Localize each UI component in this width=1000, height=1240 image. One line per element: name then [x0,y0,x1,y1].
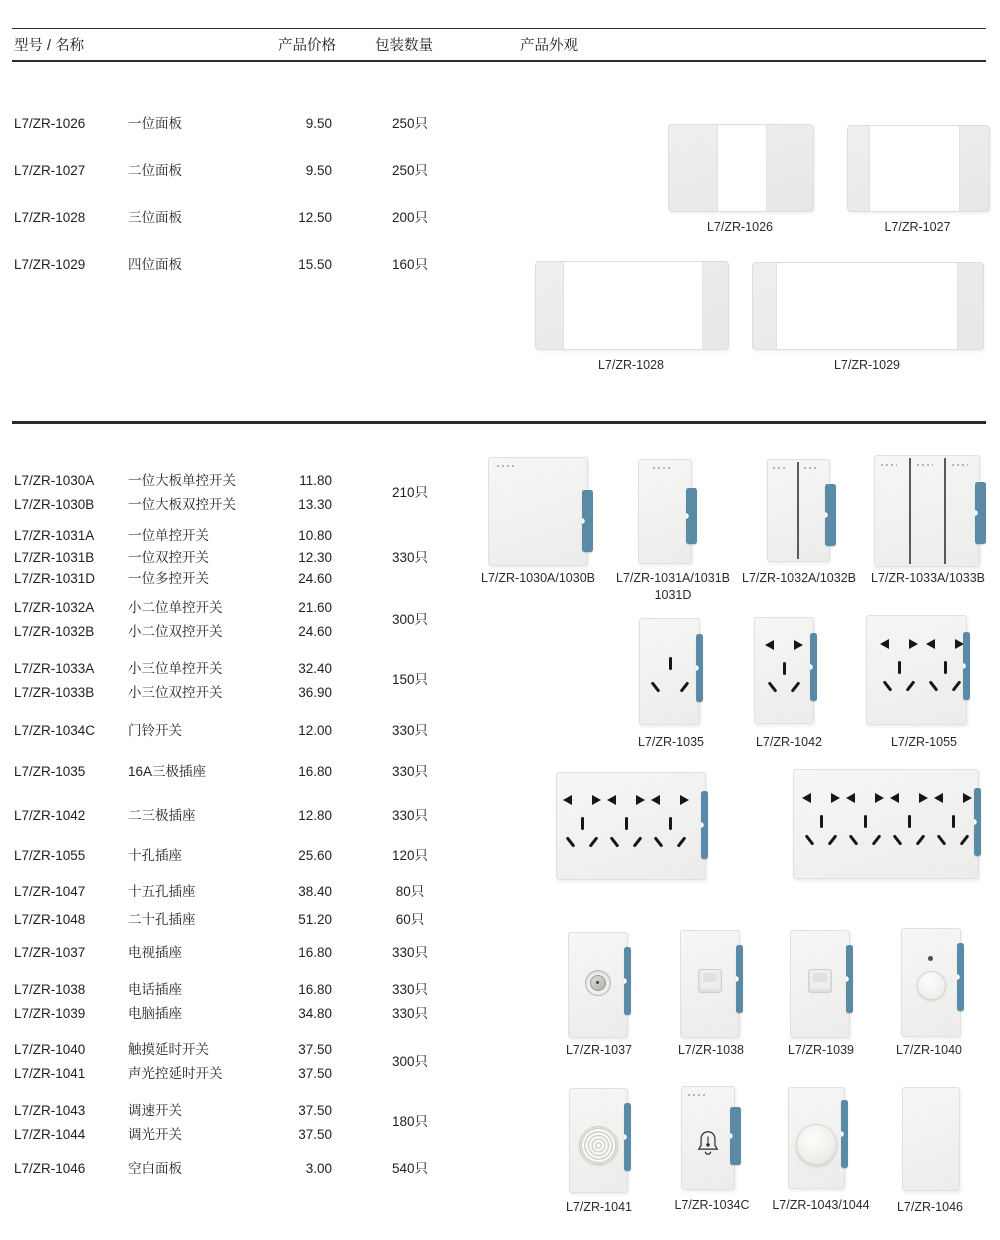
model-cell: L7/ZR-1032A [14,600,95,615]
name-cell: 门铃开关 [128,723,182,738]
brand-mark [497,465,515,467]
model-cell: L7/ZR-1030B [14,497,95,512]
price-cell: 51.20 [298,912,332,927]
image-label: L7/ZR-1046 [896,1200,963,1214]
image-label: L7/ZR-1043/1044 [772,1198,870,1212]
gang-divider [797,462,799,559]
brand-mark [804,467,818,469]
price-cell: 16.80 [298,945,332,960]
price-cell: 12.00 [298,723,332,738]
model-cell: L7/ZR-1031A [14,528,95,543]
price-cell: 37.50 [298,1103,332,1118]
model-cell: L7/ZR-1039 [14,1006,86,1021]
model-cell: L7/ZR-1028 [14,210,86,225]
qty-cell: 120只 [391,848,429,863]
product-image-socket-1048 [793,769,979,879]
name-cell: 一位大板单控开关 [128,473,236,488]
product-image-tv-socket-1037 [568,932,628,1038]
name-cell: 16A三极插座 [128,764,207,779]
image-label: L7/ZR-1029 [833,358,900,372]
name-cell: 一位面板 [128,116,182,131]
table-row [0,208,470,228]
price-cell: 21.60 [298,600,332,615]
name-cell: 调速开关 [128,1103,182,1118]
price-cell: 34.80 [298,1006,332,1021]
mount-clip [810,633,817,701]
socket-5hole-icon [933,791,973,851]
product-image-frame-1028 [535,261,729,350]
coax-connector-icon [585,970,611,996]
product-image-computer-socket-1039 [790,930,850,1038]
qty-cell: 330只 [391,945,429,960]
name-cell: 十五孔插座 [128,884,196,899]
mount-clip [957,943,964,1011]
doorbell-icon [695,1129,721,1164]
socket-5hole-icon [879,637,919,697]
qty-cell: 210只 [391,485,429,500]
phone-jack-icon [698,969,722,993]
image-label: L7/ZR-1032A/1032B [742,571,856,585]
price-cell: 16.80 [298,982,332,997]
qty-cell: 540只 [391,1161,429,1176]
brand-mark [952,464,968,466]
mount-clip [582,490,593,552]
brand-mark [881,464,897,466]
name-cell: 小三位单控开关 [128,661,223,676]
image-label: L7/ZR-1041 [565,1200,632,1214]
qty-cell: 330只 [391,808,429,823]
brand-mark [917,464,933,466]
image-label: L7/ZR-1040 [895,1043,962,1057]
product-image-switch-1030 [488,457,588,566]
mount-clip [825,484,836,546]
name-cell: 一位双控开关 [128,550,209,565]
name-cell: 电脑插座 [128,1006,182,1021]
product-image-switch-1031 [638,459,692,564]
product-image-socket-1035 [639,618,700,725]
qty-cell: 150只 [391,672,429,687]
column-header-qty: 包装数量 [375,38,433,54]
image-label: L7/ZR-1037 [565,1043,632,1057]
name-cell: 一位多控开关 [128,571,209,586]
product-image-socket-1042 [754,617,814,724]
model-cell: L7/ZR-1040 [14,1042,86,1057]
name-cell: 四位面板 [128,257,182,272]
qty-cell: 330只 [391,982,429,997]
price-cell: 9.50 [305,163,332,178]
socket-5hole-icon [562,793,602,853]
product-image-dimmer-switch-1043 [788,1087,845,1189]
table-row [0,569,470,589]
image-label: L7/ZR-1042 [755,735,822,749]
image-label: L7/ZR-1038 [677,1043,744,1057]
name-cell: 触摸延时开关 [128,1042,209,1057]
name-cell: 小三位双控开关 [128,685,223,700]
price-cell: 37.50 [298,1127,332,1142]
qty-cell: 250只 [391,116,429,131]
frame-window [717,125,767,211]
qty-cell: 330只 [391,1006,429,1021]
name-cell: 一位大板双控开关 [128,497,236,512]
frame-window [776,263,958,349]
name-cell: 调光开关 [128,1127,182,1142]
product-image-sound-light-switch-1041 [569,1088,628,1193]
price-cell: 16.80 [298,764,332,779]
image-label: L7/ZR-1055 [890,735,957,749]
model-cell: L7/ZR-1026 [14,116,86,131]
product-image-socket-1047 [556,772,706,880]
name-cell: 小二位双控开关 [128,624,223,639]
model-cell: L7/ZR-1042 [14,808,86,823]
model-cell: L7/ZR-1048 [14,912,86,927]
name-cell: 电视插座 [128,945,182,960]
name-cell: 空白面板 [128,1161,182,1176]
price-cell: 12.50 [298,210,332,225]
price-cell: 13.30 [298,497,332,512]
name-cell: 十孔插座 [128,848,182,863]
rotary-knob-icon [796,1124,837,1165]
section-divider-rule [12,421,986,424]
price-cell: 11.80 [299,473,332,488]
table-row [0,161,470,181]
price-cell: 9.50 [305,116,332,131]
mount-clip [963,632,970,700]
image-label: L7/ZR-1030A/1030B [481,571,595,585]
name-cell: 二十孔插座 [128,912,196,927]
table-row [0,114,470,134]
touch-button-icon [917,971,946,1000]
model-cell: L7/ZR-1038 [14,982,86,997]
image-label: L7/ZR-1039 [787,1043,854,1057]
product-image-socket-1055 [866,615,967,725]
table-row [0,526,470,546]
price-cell: 3.00 [305,1161,332,1176]
product-image-switch-1033 [874,455,980,567]
socket-5hole-icon [650,793,690,853]
brand-mark [773,467,787,469]
price-cell: 15.50 [298,257,332,272]
column-header-model: 型号 / 名称 [14,38,85,54]
mount-clip [624,947,631,1015]
qty-cell: 330只 [391,550,429,565]
mount-clip [975,482,986,544]
price-cell: 24.60 [298,624,332,639]
qty-cell: 60只 [395,912,425,927]
price-cell: 37.50 [298,1042,332,1057]
model-cell: L7/ZR-1047 [14,884,86,899]
image-label: 1031D [654,588,692,602]
product-image-doorbell-switch-1034c [681,1086,735,1190]
name-cell: 二位面板 [128,163,182,178]
price-cell: 12.80 [298,808,332,823]
product-image-phone-socket-1038 [680,930,740,1038]
image-label: L7/ZR-1035 [637,735,704,749]
header-bottom-rule [12,60,986,62]
name-cell: 电话插座 [128,982,182,997]
model-cell: L7/ZR-1043 [14,1103,86,1118]
product-image-blank-panel-1046 [902,1087,960,1191]
image-label: L7/ZR-1026 [706,220,773,234]
name-cell: 小二位单控开关 [128,600,223,615]
price-cell: 37.50 [298,1066,332,1081]
frame-window [563,262,703,349]
image-label: L7/ZR-1034C [674,1198,750,1212]
table-row [0,255,470,275]
mount-clip [841,1100,848,1168]
name-cell: 一位单控开关 [128,528,209,543]
model-cell: L7/ZR-1031D [14,571,96,586]
model-cell: L7/ZR-1027 [14,163,86,178]
model-cell: L7/ZR-1029 [14,257,86,272]
column-header-price: 产品价格 [278,38,336,54]
model-cell: L7/ZR-1055 [14,848,86,863]
name-cell: 三位面板 [128,210,182,225]
header-top-rule [12,28,986,29]
column-header-appearance: 产品外观 [520,38,578,54]
qty-cell: 250只 [391,163,429,178]
mount-clip [701,791,708,859]
qty-cell: 330只 [391,723,429,738]
mount-clip [624,1103,631,1171]
model-cell: L7/ZR-1041 [14,1066,86,1081]
model-cell: L7/ZR-1033A [14,661,95,676]
socket-5hole-icon [925,637,965,697]
image-label: L7/ZR-1033A/1033B [871,571,985,585]
socket-5hole-icon [889,791,929,851]
model-cell: L7/ZR-1032B [14,624,95,639]
product-image-frame-1026 [668,124,814,212]
model-cell: L7/ZR-1031B [14,550,95,565]
product-image-frame-1027 [847,125,990,212]
name-cell: 二三极插座 [128,808,196,823]
image-label: L7/ZR-1031A/1031B [616,571,730,585]
mount-clip [730,1107,741,1165]
image-label: L7/ZR-1027 [884,220,951,234]
product-image-switch-1032 [767,459,830,562]
socket-5hole-icon [764,638,804,698]
model-cell: L7/ZR-1037 [14,945,86,960]
socket-3pin-icon [648,657,692,705]
socket-5hole-icon [606,793,646,853]
qty-cell: 200只 [391,210,429,225]
model-cell: L7/ZR-1030A [14,473,95,488]
model-cell: L7/ZR-1046 [14,1161,86,1176]
price-cell: 38.40 [298,884,332,899]
socket-5hole-icon [801,791,841,851]
mount-clip [736,945,743,1013]
qty-cell: 160只 [391,257,429,272]
frame-window [869,126,960,211]
qty-cell: 330只 [391,764,429,779]
qty-cell: 180只 [391,1114,429,1129]
price-cell: 12.30 [298,550,332,565]
price-cell: 25.60 [298,848,332,863]
indicator-led-icon [928,956,933,961]
mount-clip [974,788,981,856]
network-jack-icon [808,969,832,993]
model-cell: L7/ZR-1035 [14,764,86,779]
mount-clip [696,634,703,702]
speaker-grille-icon [579,1126,618,1165]
model-cell: L7/ZR-1033B [14,685,95,700]
mount-clip [846,945,853,1013]
product-image-touch-switch-1040 [901,928,961,1037]
price-cell: 36.90 [298,685,332,700]
image-label: L7/ZR-1028 [597,358,664,372]
model-cell: L7/ZR-1034C [14,723,96,738]
price-cell: 32.40 [298,661,332,676]
brand-mark [688,1094,706,1096]
model-cell: L7/ZR-1044 [14,1127,86,1142]
qty-cell: 300只 [391,612,429,627]
price-cell: 10.80 [298,528,332,543]
gang-divider [909,458,911,564]
qty-cell: 300只 [391,1054,429,1069]
price-cell: 24.60 [298,571,332,586]
mount-clip [686,488,697,544]
name-cell: 声光控延时开关 [128,1066,223,1081]
qty-cell: 80只 [395,884,425,899]
brand-mark [653,467,673,469]
gang-divider [944,458,946,564]
product-image-frame-1029 [752,262,984,350]
socket-5hole-icon [845,791,885,851]
